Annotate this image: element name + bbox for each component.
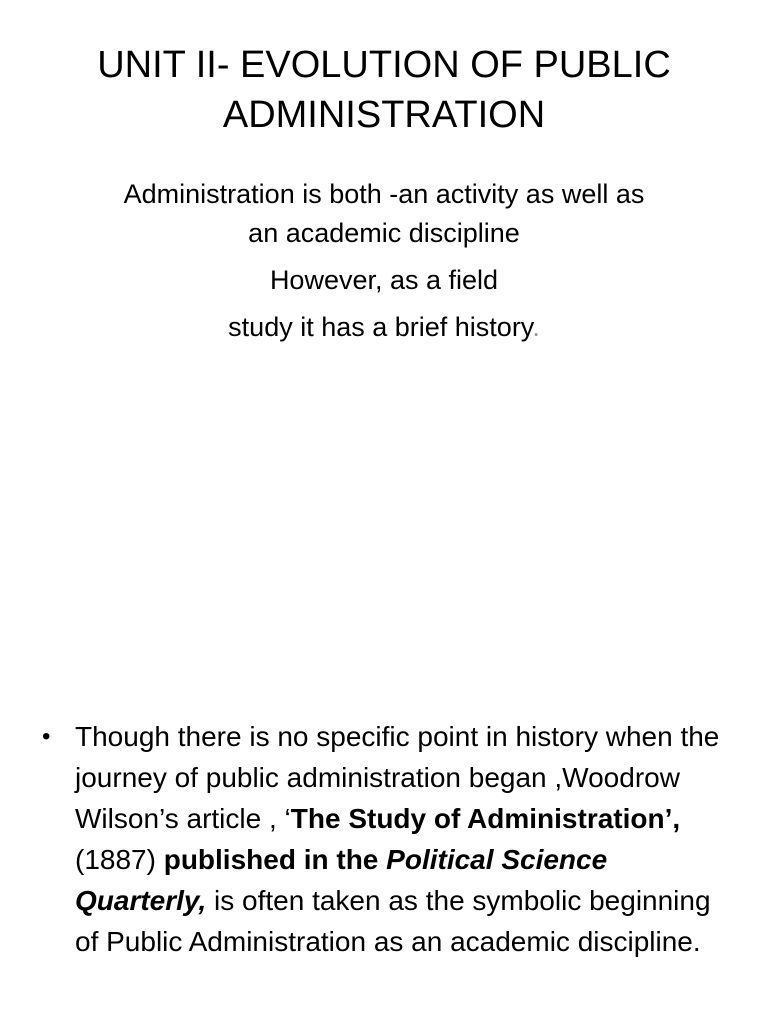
subtitle-line-4-period: .	[532, 312, 540, 342]
subtitle-line-3: However, as a field	[269, 265, 499, 295]
subtitle-line-4-text: study it has a brief history	[228, 312, 533, 342]
journal-name: Political Science Quarterly,	[75, 844, 608, 916]
bullet-year: (1887)	[75, 844, 164, 875]
article-title: The Study of Administration’,	[290, 803, 681, 834]
subtitle-block	[40, 175, 728, 347]
slide-title	[0, 40, 768, 140]
subtitle-line-4	[40, 308, 728, 347]
slide-title-line-2: ADMINISTRATION	[222, 94, 546, 136]
bullet-list	[40, 716, 720, 962]
bullet-text	[75, 716, 720, 962]
bullet-text-part-1: Though there is no specific point in history when the journey of public administration began ,Woodrow Wilson’s article , ‘	[75, 721, 720, 834]
bullet-published-phrase: published in the	[163, 844, 387, 875]
slide-title-line-1: UNIT II- EVOLUTION OF PUBLIC	[97, 44, 671, 86]
subtitle-line-2: an academic discipline	[248, 218, 520, 248]
bullet-marker-icon: •	[42, 723, 51, 750]
bullet-text-part-6: is often taken as the symbolic beginning of Public Administration as an academic discipline.	[75, 885, 711, 957]
subtitle-line-1: Administration is both -an activity as well as	[123, 179, 645, 209]
list-item	[40, 716, 720, 962]
